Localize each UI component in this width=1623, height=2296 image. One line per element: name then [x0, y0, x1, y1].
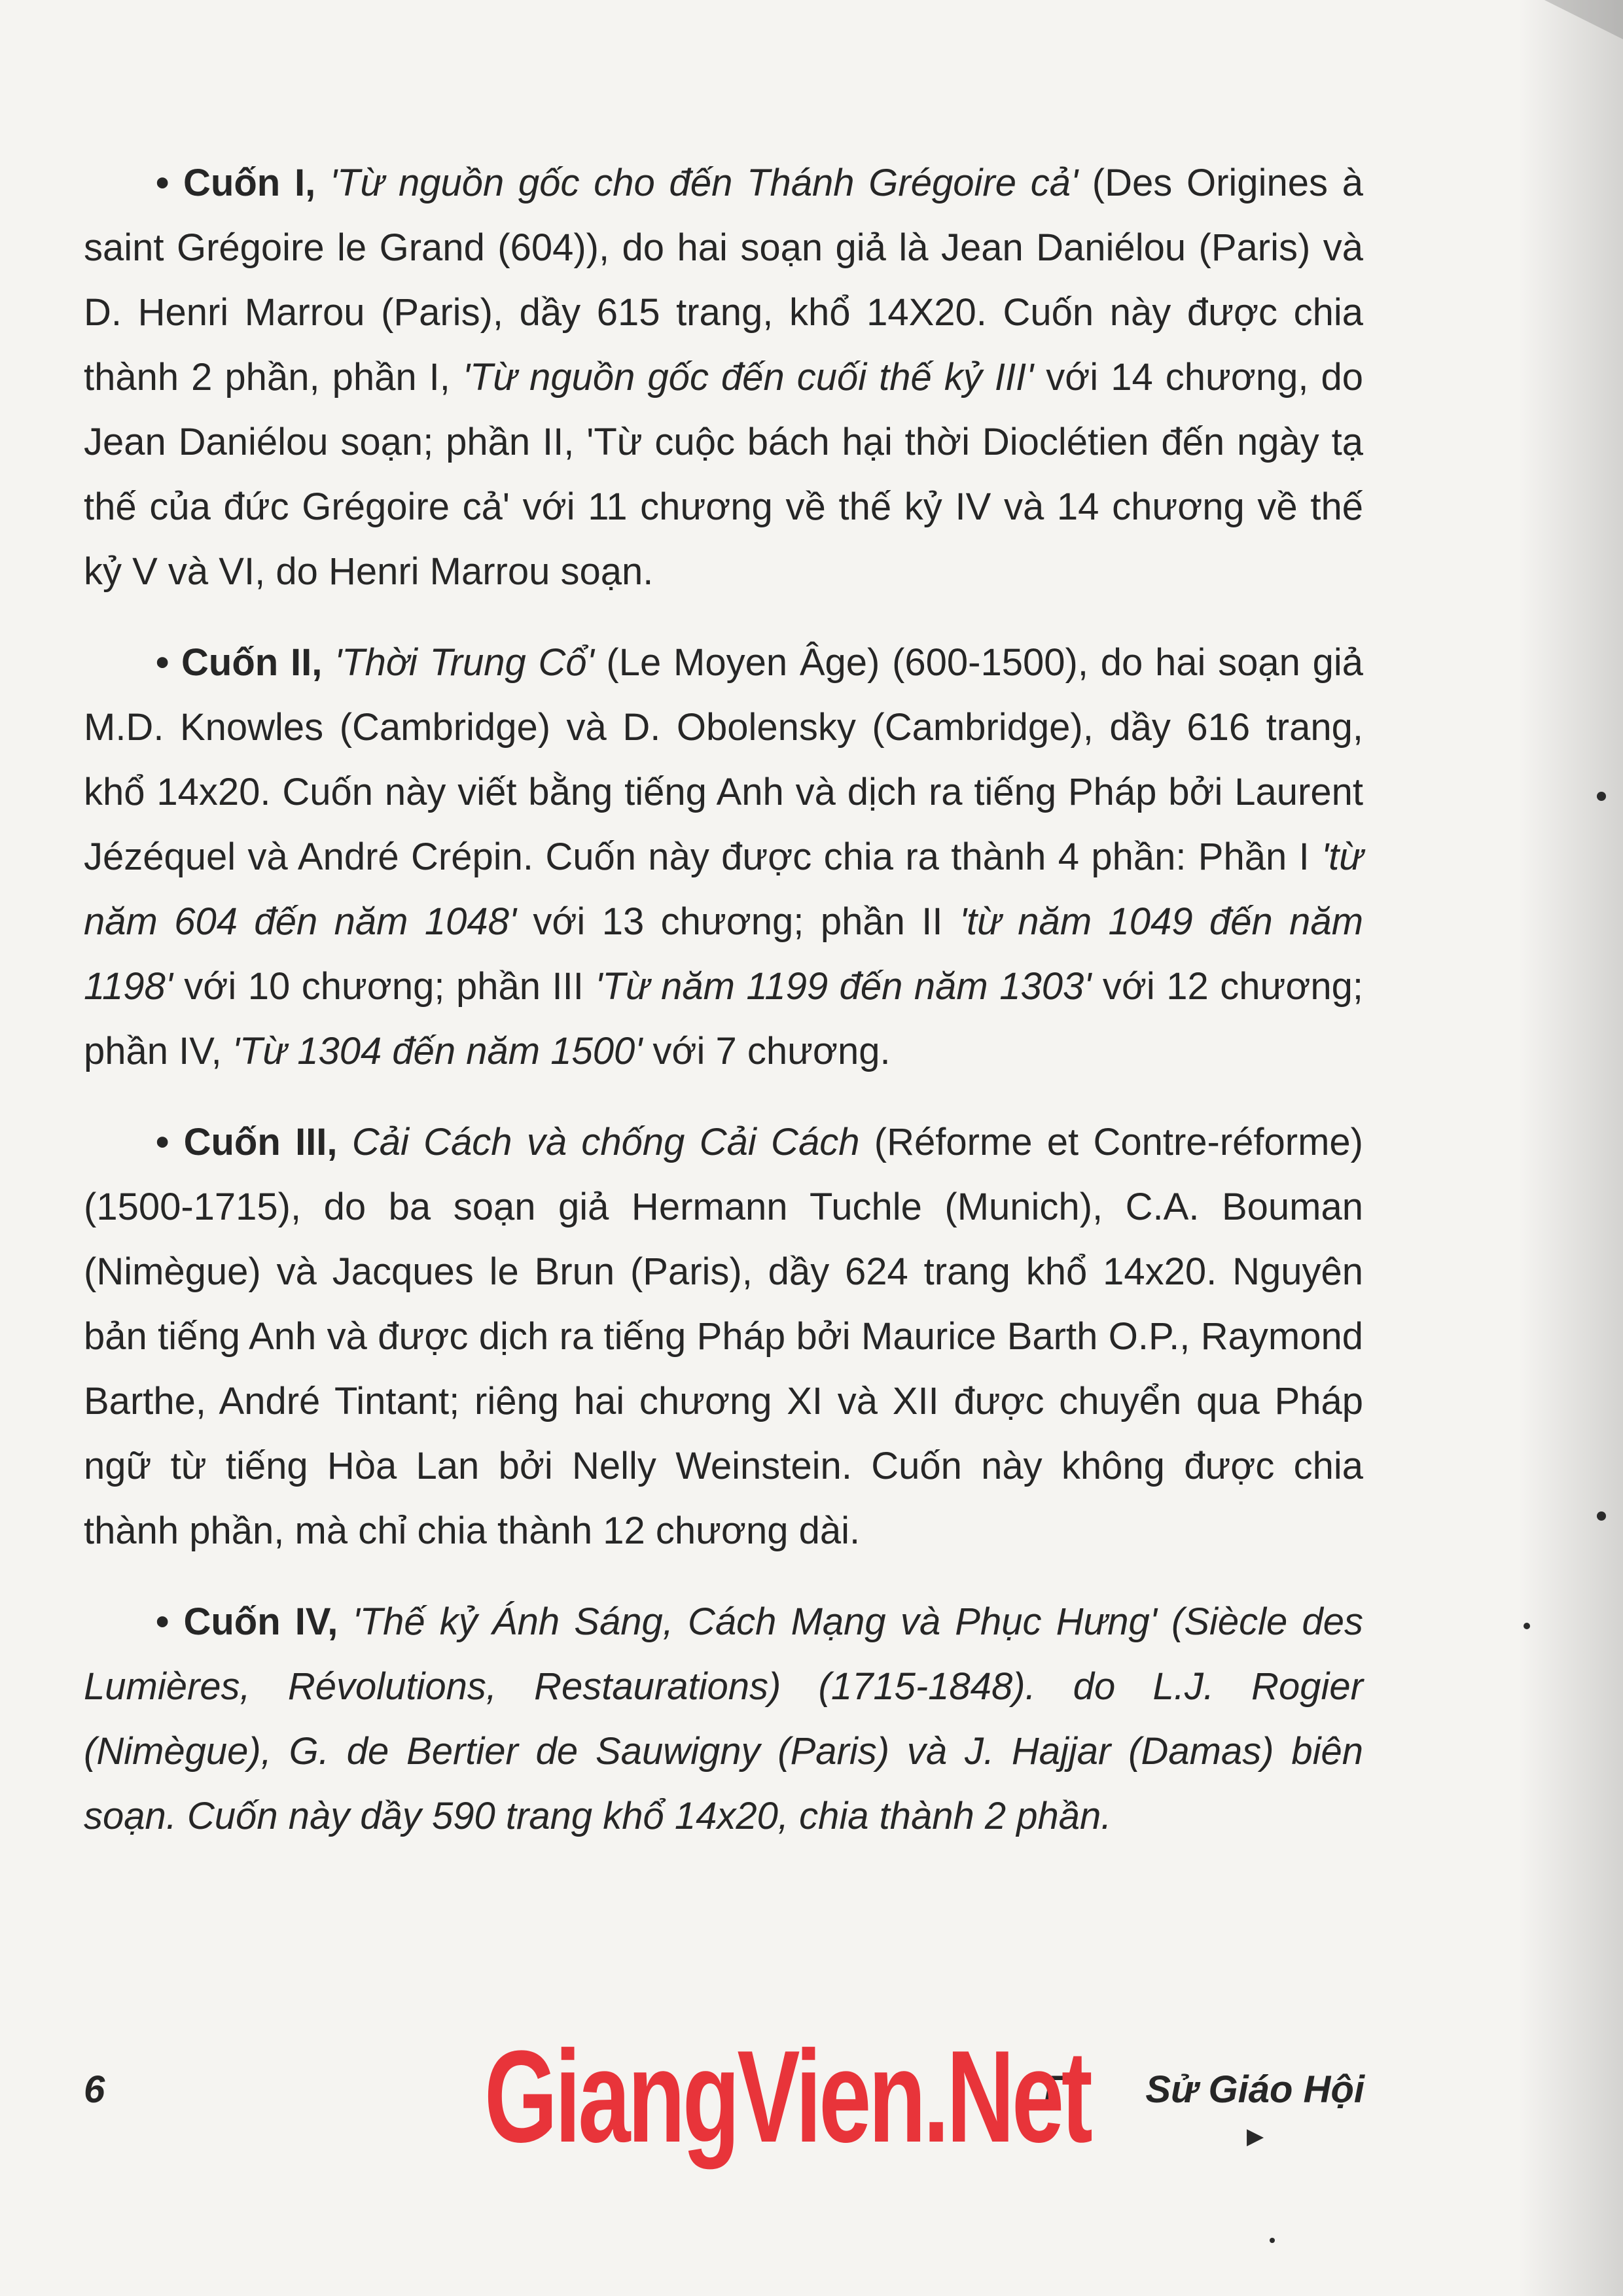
volume-2-part-1-title: 'từ năm 604 đến năm 1048' — [84, 836, 1363, 943]
triangle-mark-icon: ▶ — [1247, 2124, 1264, 2149]
volume-2-part-4-title: 'Từ 1304 đến năm 1500' — [232, 1030, 643, 1072]
volume-3-title: Cải Cách và chống Cải Cách — [351, 1121, 860, 1163]
volume-2-text-d: với 12 chương; phần IV, — [84, 965, 1363, 1072]
volume-2-title: 'Thời Trung Cổ' — [334, 641, 594, 684]
volume-2-part-2-title: 'từ năm 1049 đến năm 1198' — [84, 900, 1364, 1008]
volume-1-text-b: với 14 chương, do Jean Daniélou soạn; phần II, — [84, 356, 1363, 463]
volume-1-text-a: (Des Origines à saint Grégoire le Grand (604)), do hai soạn giả là Jean Daniélou (Paris) và D. Henri Marrou (Paris), dầy 615 trang, khổ 14X20. Cuốn này được chia thành 2 phần, phần I, — [84, 162, 1363, 398]
scan-speck — [1270, 2238, 1275, 2243]
scan-speck — [1597, 792, 1606, 801]
volume-3-text-a: (Réforme et Contre-réforme) (1500-1715), do ba soạn giả Hermann Tuchle (Munich), C.A. Bouman (Nimègue) và Jacques le Brun (Paris), dầy 624 trang khổ 14x20. Nguyên bản tiếng Anh và được dịch ra tiếng Pháp bởi Maurice Barth O.P., Raymond Barthe, André Tintant; riêng hai chương XI và XII được chuyển qua Pháp ngữ từ tiếng Hòa Lan bởi Nelly Weinstein. Cuốn này không được chia thành phần, mà chỉ chia thành 12 chương dài. — [84, 1121, 1363, 1552]
document-body — [84, 150, 1363, 1875]
volume-4-heading: • Cuốn IV, — [156, 1600, 353, 1643]
volume-1-part-2-title: 'Từ cuộc bách hại thời Dioclétien đến ngày tạ thế của đức Grégoire cả' — [84, 421, 1363, 528]
paragraph-volume-2 — [84, 630, 1363, 1084]
page-corner-fold — [1544, 0, 1623, 39]
scan-speck — [1524, 1623, 1530, 1629]
running-footer-title: T Sử Giáo Hội — [1037, 2068, 1364, 2111]
volume-2-part-3-title: 'Từ năm 1199 đến năm 1303' — [595, 965, 1092, 1008]
watermark-logo: GiangVien.Net — [484, 2024, 1090, 2170]
volume-1-title: 'Từ nguồn gốc cho đến Thánh Grégoire cả' — [329, 162, 1079, 204]
paragraph-volume-4 — [84, 1589, 1363, 1848]
paragraph-volume-3 — [84, 1110, 1363, 1563]
volume-2-text-c: với 10 chương; phần III — [172, 965, 596, 1008]
volume-1-text-c: với 11 chương về thế kỷ IV và 14 chương về thế kỷ V và VI, do Henri Marrou soạn. — [84, 486, 1364, 593]
volume-2-text-b: với 13 chương; phần II — [516, 900, 959, 943]
volume-1-heading: • Cuốn I, — [156, 162, 330, 204]
paragraph-volume-1 — [84, 150, 1363, 604]
volume-2-text-a: (Le Moyen Âge) (600-1500), do hai soạn giả M.D. Knowles (Cambridge) và D. Obolensky (Cambridge), dầy 616 trang, khổ 14x20. Cuốn này viết bằng tiếng Anh và dịch ra tiếng Pháp bởi Laurent Jézéquel và André Crépin. Cuốn này được chia ra thành 4 phần: Phần I — [84, 641, 1364, 878]
volume-2-text-e: với 7 chương. — [642, 1030, 891, 1072]
volume-2-heading: • Cuốn II, — [156, 641, 335, 684]
volume-3-heading: • Cuốn III, — [156, 1121, 352, 1163]
scan-speck — [1597, 1511, 1606, 1521]
page-edge-shadow — [1518, 0, 1623, 2296]
volume-4-title: 'Thế kỷ Ánh Sáng, Cách Mạng và Phục Hưng' (Siècle des Lumières, Révolutions, Restaurations) (1715-1848). do L.J. Rogier (Nimègue), G. de Bertier de Sauwigny (Paris) và J. Hajjar (Damas) biên soạn. Cuốn này dầy 590 trang khổ 14x20, chia thành 2 phần. — [84, 1600, 1363, 1837]
volume-1-part-1-title: 'Từ nguồn gốc đến cuối thế kỷ III' — [462, 356, 1034, 398]
page-number: 6 — [84, 2068, 105, 2111]
